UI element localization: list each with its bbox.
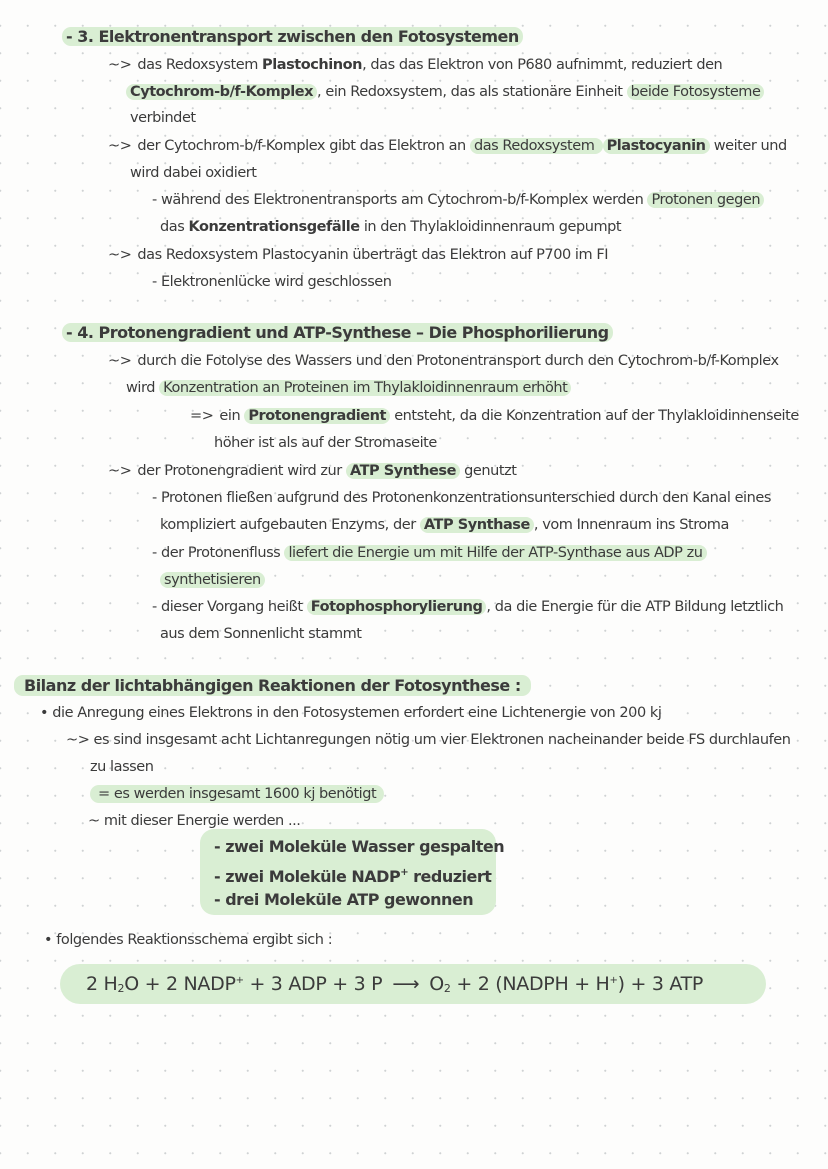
bilanz-line-5: ~ mit dieser Energie werden ... bbox=[88, 813, 301, 829]
s4-line-10: - dieser Vorgang heißt Fotophosphorylierung , da die Energie für die ATP Bildung letztlich bbox=[152, 599, 784, 615]
s3-line-5: wird dabei oxidiert bbox=[130, 165, 257, 181]
s4-line-4: höher ist als auf der Stromaseite bbox=[214, 435, 437, 451]
s4-line-9: synthetisieren bbox=[160, 570, 265, 590]
s3-line-3: verbindet bbox=[130, 110, 196, 126]
s4-line-5: ~> der Protonengradient wird zur ATP Synthese genutzt bbox=[108, 463, 517, 479]
s4-line-7: kompliziert aufgebauten Enzyms, der ATP Synthase , vom Innenraum ins Stroma bbox=[160, 517, 729, 533]
s3-line-2: Cytochrom-b/f-Komplex , ein Redoxsystem, das als stationäre Einheit beide Fotosysteme bbox=[126, 82, 764, 102]
heading-bilanz: Bilanz der lichtabhängigen Reaktionen der Fotosynthese : bbox=[14, 676, 531, 696]
bilanz-line-6: • folgendes Reaktionsschema ergibt sich : bbox=[44, 932, 333, 948]
s3-line-9: - Elektronenlücke wird geschlossen bbox=[152, 274, 392, 290]
s3-line-7: das Konzentrationsgefälle in den Thylakloidinnenraum gepumpt bbox=[160, 219, 622, 235]
s3-line-1: ~> das Redoxsystem Plastochinon, das das Elektron von P680 aufnimmt, reduziert den bbox=[108, 57, 723, 73]
s4-line-3: => ein Protonengradient entsteht, da die Konzentration auf der Thylakloidinnenseite bbox=[190, 408, 799, 424]
s3-line-8: ~> das Redoxsystem Plastocyanin überträgt das Elektron auf P700 im FI bbox=[108, 247, 609, 263]
s4-line-6: - Protonen fließen aufgrund des Protonenkonzentrationsunterschied durch den Kanal eines bbox=[152, 490, 771, 506]
bilanz-item-1: - zwei Moleküle Wasser gespalten bbox=[214, 837, 505, 856]
s3-line-6: - während des Elektronentransports am Cytochrom-b/f-Komplex werden Protonen gegen bbox=[152, 190, 764, 210]
heading-section-3: - 3. Elektronentransport zwischen den Fotosystemen bbox=[62, 27, 523, 47]
reaction-equation: 2 $H_2O + 2$ NADP+ + 3 ADP + 3 P ⟶ $O_2 + 2$ (NADPH + H+) + 3 ATP bbox=[86, 973, 704, 995]
s4-line-2: wird Konzentration an Proteinen im Thylakloidinnenraum erhöht bbox=[126, 378, 571, 398]
bilanz-item-3: - drei Moleküle ATP gewonnen bbox=[214, 890, 474, 909]
bilanz-line-3: zu lassen bbox=[90, 759, 154, 775]
bilanz-line-1: • die Anregung eines Elektrons in den Fotosystemen erfordert eine Lichtenergie von 200 kj bbox=[40, 705, 662, 721]
s4-line-1: ~> durch die Fotolyse des Wassers und den Protonentransport durch den Cytochrom-b/f-Komplex bbox=[108, 353, 779, 369]
s4-line-11: aus dem Sonnenlicht stammt bbox=[160, 626, 362, 642]
bilanz-item-2: - zwei Moleküle NADP+ reduziert bbox=[214, 867, 492, 886]
bilanz-line-2: ~> es sind insgesamt acht Lichtanregungen nötig um vier Elektronen nacheinander beide FS durchlaufen bbox=[66, 732, 791, 748]
reaction-arrow-icon: ⟶ bbox=[392, 973, 420, 995]
s4-line-8: - der Protonenfluss liefert die Energie um mit Hilfe der ATP-Synthase aus ADP zu bbox=[152, 543, 707, 563]
heading-section-4: - 4. Protonengradient und ATP-Synthese – Die Phosphorilierung bbox=[62, 323, 613, 343]
bilanz-line-4: = es werden insgesamt 1600 kj benötigt bbox=[90, 784, 384, 804]
s3-line-4: ~> der Cytochrom-b/f-Komplex gibt das Elektron an das Redoxsystem Plastocyanin weiter und bbox=[108, 138, 787, 154]
